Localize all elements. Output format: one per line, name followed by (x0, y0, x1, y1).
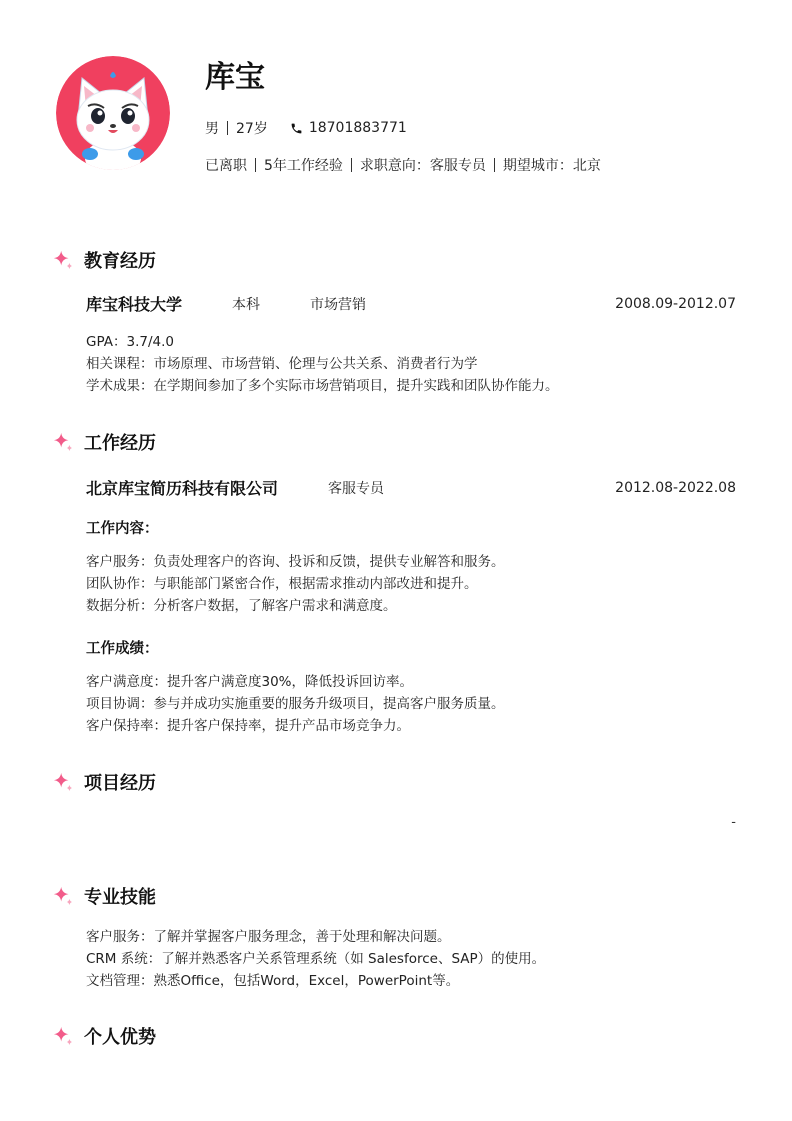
list-item: CRM 系统：了解并熟悉客户关系管理系统（如 Salesforce、SAP）的使用。 (86, 951, 546, 967)
list-item: 客户保持率：提升客户保持率，提升产品市场竞争力。 (86, 718, 410, 734)
list-item: 客户满意度：提升客户满意度30%，降低投诉回访率。 (86, 674, 414, 690)
expected-city: 期望城市：北京 (502, 158, 601, 174)
section-title: 个人优势 (84, 1027, 156, 1048)
education-entry-header (86, 292, 736, 315)
phone-number: 18701883771 (308, 120, 407, 136)
section-title: 项目经历 (84, 773, 156, 794)
sparkle-icon (52, 249, 74, 271)
education-details (86, 331, 736, 397)
company-name: 北京库宝简历科技有限公司 (86, 479, 279, 498)
employment-status: 已离职 (205, 158, 247, 174)
list-item: 相关课程：市场原理、市场营销、伦理与公共关系、消费者行为学 (86, 356, 478, 372)
list-item: 文档管理：熟悉Office，包括Word，Excel，PowerPoint等。 (86, 973, 460, 989)
list-item: 学术成果：在学期间参加了多个实际市场营销项目，提升实践和团队协作能力。 (86, 378, 559, 394)
skills-list (86, 926, 736, 992)
divider (494, 158, 495, 172)
divider (227, 121, 228, 135)
job-intent-row (205, 155, 601, 175)
phone-icon (290, 122, 303, 135)
section-project (52, 769, 156, 795)
divider (255, 158, 256, 172)
list-item: 项目协调：参与并成功实施重要的服务升级项目，提高客户服务质量。 (86, 696, 505, 712)
sparkle-icon (52, 885, 74, 907)
job-intention: 求职意向：客服专员 (359, 158, 486, 174)
sparkle-icon (52, 431, 74, 453)
list-item: 数据分析：分析客户数据，了解客户需求和满意度。 (86, 598, 397, 614)
section-title: 专业技能 (84, 887, 156, 908)
candidate-name: 库宝 (205, 60, 265, 95)
school-name: 库宝科技大学 (86, 295, 183, 314)
degree: 本科 (232, 296, 261, 313)
phone-contact (290, 120, 407, 136)
job-role: 客服专员 (328, 480, 385, 497)
list-item: 客户服务：了解并掌握客户服务理念，善于处理和解决问题。 (86, 929, 451, 945)
work-achievements (86, 671, 736, 737)
project-placeholder: - (731, 815, 736, 830)
education-period: 2008.09-2012.07 (615, 295, 736, 312)
work-entry-header (86, 476, 736, 499)
list-item: GPA：3.7/4.0 (86, 334, 174, 350)
work-period: 2012.08-2022.08 (615, 479, 736, 496)
section-work (52, 429, 156, 455)
work-content-title: 工作内容： (86, 521, 159, 537)
gender: 男 (205, 121, 219, 137)
section-advantage (52, 1023, 156, 1049)
sparkle-icon (52, 1025, 74, 1047)
section-title: 工作经历 (84, 433, 156, 454)
section-title: 教育经历 (84, 251, 156, 272)
sparkle-icon (52, 771, 74, 793)
section-skills (52, 883, 156, 909)
work-achievement-title: 工作成绩： (86, 641, 159, 657)
major: 市场营销 (310, 296, 367, 313)
avatar (56, 56, 170, 170)
section-education (52, 247, 156, 273)
work-content (86, 551, 736, 617)
basic-info-row (205, 118, 407, 138)
list-item: 客户服务：负责处理客户的咨询、投诉和反馈，提供专业解答和服务。 (86, 554, 505, 570)
divider (351, 158, 352, 172)
cat-mascot-icon (56, 56, 170, 170)
age: 27岁 (236, 121, 268, 137)
list-item: 团队协作：与职能部门紧密合作，根据需求推动内部改进和提升。 (86, 576, 478, 592)
work-experience-years: 5年工作经验 (264, 158, 343, 174)
